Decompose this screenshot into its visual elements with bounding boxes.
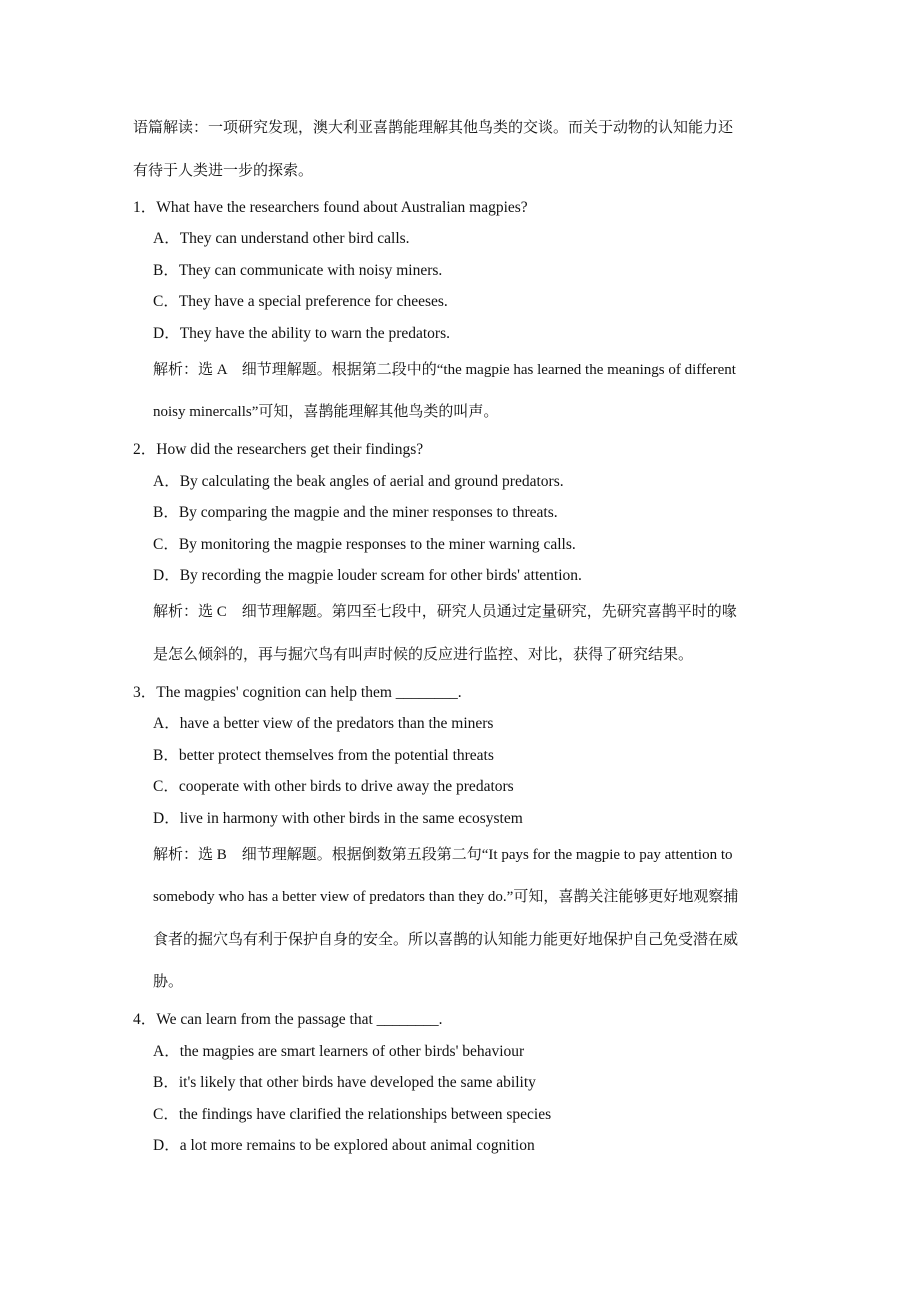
intro-line-2: 有待于人类进一步的探索。 bbox=[133, 161, 314, 179]
question-2-option-c: C．By monitoring the magpie responses to the miner warning calls. bbox=[153, 536, 576, 553]
question-1-stem: 1．What have the researchers found about Australian magpies? bbox=[133, 199, 528, 216]
intro-line-1: 语篇解读：一项研究发现，澳大利亚喜鹊能理解其他鸟类的交谈。而关于动物的认知能力还 bbox=[133, 118, 734, 136]
question-2-explanation-line-2: 是怎么倾斜的，再与掘穴鸟有叫声时候的反应进行监控、对比，获得了研究结果。 bbox=[153, 647, 694, 663]
question-1-option-a: A．They can understand other bird calls. bbox=[153, 230, 410, 247]
question-1-option-b: B．They can communicate with noisy miners. bbox=[153, 262, 443, 279]
question-2-option-d: D．By recording the magpie louder scream for other birds' attention. bbox=[153, 567, 582, 584]
question-1-explanation-line-1: 解析：选 A 细节理解题。根据第二段中的“the magpie has learned the meanings of different bbox=[153, 362, 736, 378]
question-4-stem: 4．We can learn from the passage that ________. bbox=[133, 1011, 443, 1028]
question-3-stem: 3．The magpies' cognition can help them ________. bbox=[133, 684, 462, 701]
question-4-option-b: B．it's likely that other birds have developed the same ability bbox=[153, 1074, 536, 1091]
question-3-explanation-line-4: 胁。 bbox=[153, 974, 184, 990]
question-2-stem: 2．How did the researchers get their findings? bbox=[133, 441, 424, 458]
question-3-explanation-line-3: 食者的掘穴鸟有利于保护自身的安全。所以喜鹊的认知能力能更好地保护自己免受潜在威 bbox=[153, 932, 739, 948]
question-2-option-b: B．By comparing the magpie and the miner responses to threats. bbox=[153, 504, 558, 521]
question-4-option-a: A．the magpies are smart learners of other birds' behaviour bbox=[153, 1043, 525, 1060]
question-4-option-d: D．a lot more remains to be explored about animal cognition bbox=[153, 1137, 535, 1154]
question-4-option-c: C．the findings have clarified the relationships between species bbox=[153, 1106, 552, 1123]
question-1-option-d: D．They have the ability to warn the predators. bbox=[153, 325, 450, 342]
question-3-explanation-line-1: 解析：选 B 细节理解题。根据倒数第五段第二句“It pays for the magpie to pay attention to bbox=[153, 847, 733, 863]
question-2-explanation-line-1: 解析：选 C 细节理解题。第四至七段中，研究人员通过定量研究，先研究喜鹊平时的喙 bbox=[153, 604, 737, 620]
question-3-explanation-line-2: somebody who has a better view of predators than they do.”可知，喜鹊关注能够更好地观察捕 bbox=[153, 889, 739, 905]
question-2-option-a: A．By calculating the beak angles of aerial and ground predators. bbox=[153, 473, 564, 490]
question-3-option-b: B．better protect themselves from the potential threats bbox=[153, 747, 494, 764]
question-3-option-d: D．live in harmony with other birds in the same ecosystem bbox=[153, 810, 523, 827]
question-3-option-c: C．cooperate with other birds to drive away the predators bbox=[153, 778, 514, 795]
question-1-option-c: C．They have a special preference for cheeses. bbox=[153, 293, 448, 310]
question-3-option-a: A．have a better view of the predators than the miners bbox=[153, 715, 494, 732]
question-1-explanation-line-2: noisy minercalls”可知，喜鹊能理解其他鸟类的叫声。 bbox=[153, 404, 499, 420]
